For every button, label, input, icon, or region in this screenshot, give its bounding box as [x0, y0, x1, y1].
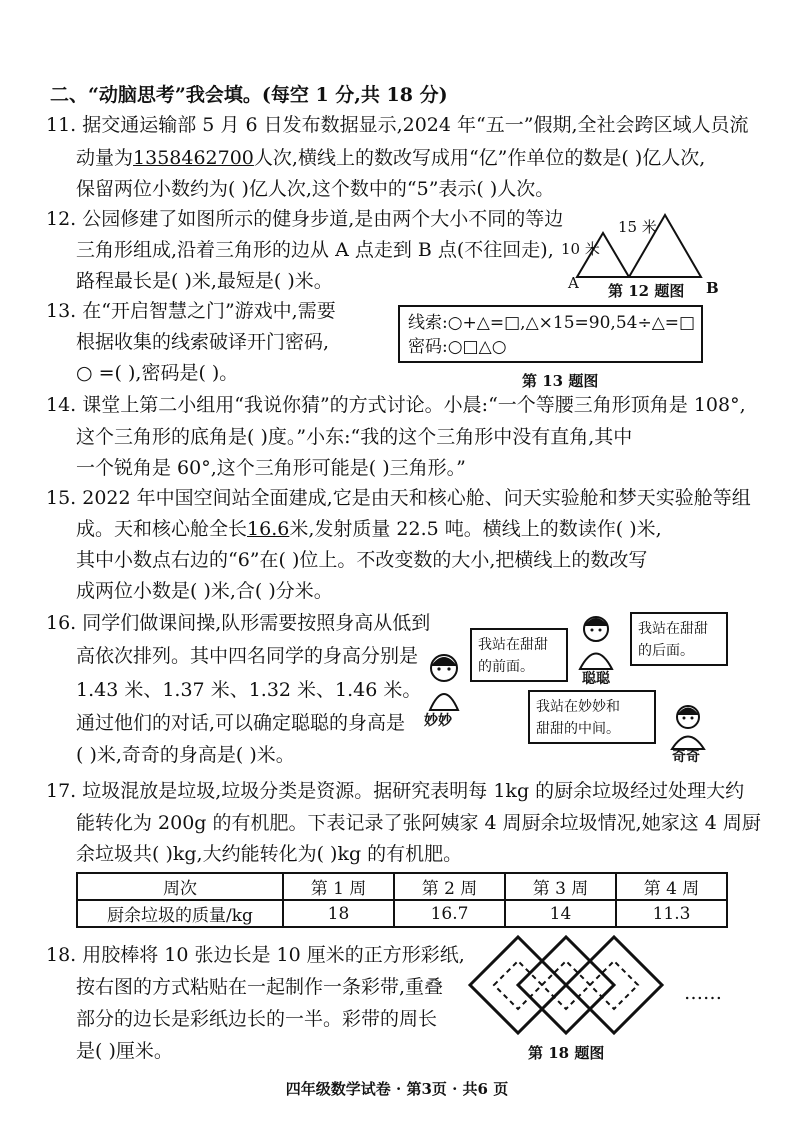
bubble3-line2: 甜甜的中间。	[536, 721, 620, 737]
congcong-figure	[574, 612, 618, 670]
name-miaomiao: 妙妙	[424, 713, 452, 729]
header-cell: 第 2 周	[394, 873, 505, 900]
q12-label-a: A	[568, 274, 579, 292]
q11-line1: 11. 据交通运输部 5 月 6 日发布数据显示,2024 年“五一”假期,全社会跨区域人员流	[46, 114, 749, 136]
q16-line5: ( )米,奇奇的身高是( )米。	[76, 744, 295, 766]
q17-line1: 17. 垃圾混放是垃圾,垃圾分类是资源。据研究表明每 1kg 的厨余垃圾经过处理大约	[46, 780, 745, 802]
qiqi-figure	[666, 702, 710, 750]
q11-line2	[76, 145, 705, 171]
q11-line2-prefix: 动量为	[76, 147, 134, 169]
bubble1-line2: 的前面。	[478, 659, 534, 675]
q13-line2: 根据收集的线索破译开门密码,	[76, 331, 330, 353]
header-cell: 周次	[77, 873, 283, 900]
q14-line1: 14. 课堂上第二小组用“我说你猜”的方式讨论。小晨:“一个等腰三角形顶角是 108°,	[46, 394, 746, 416]
speech-bubble-miaomiao	[470, 628, 568, 682]
q11-line2-suffix: 人次,横线上的数改写成用“亿”作单位的数是( )亿人次,	[253, 147, 706, 169]
value-cell: 16.7	[394, 900, 505, 927]
q13-code: 密码:○□△○	[408, 337, 507, 357]
q15-line2-suffix: 米,发射质量 22.5 吨。横线上的数读作( )米,	[289, 518, 662, 540]
miaomiao-figure	[420, 650, 468, 712]
q18-ribbon-figure	[464, 930, 684, 1040]
bubble1-line1: 我站在甜甜	[478, 637, 548, 653]
q14-line3: 一个锐角是 60°,这个三角形可能是( )三角形。”	[76, 457, 466, 479]
header-cell: 第 1 周	[283, 873, 394, 900]
header-cell: 第 4 周	[616, 873, 727, 900]
speech-bubble-congcong	[630, 612, 728, 666]
q13-clue-box	[398, 305, 703, 363]
q18-ellipsis: ……	[684, 982, 722, 1004]
q16-line1: 16. 同学们做课间操,队形需要按照身高从低到	[46, 612, 431, 634]
trash-table-data-row	[77, 900, 727, 927]
q16-line4: 通过他们的对话,可以确定聪聪的身高是	[76, 712, 406, 734]
q15-line3: 其中小数点右边的“6”在( )位上。不改变数的大小,把横线上的数改写	[76, 549, 648, 571]
q15-line2-prefix: 成。天和核心舱全长	[76, 518, 248, 540]
trash-table	[76, 872, 728, 928]
q12-line1: 12. 公园修建了如图所示的健身步道,是由两个大小不同的等边	[46, 208, 564, 230]
q17-line3: 余垃圾共( )kg,大约能转化为( )kg 的有机肥。	[76, 843, 463, 865]
q12-label-10m: 10 米	[561, 240, 600, 258]
q15-number: 16.6	[247, 518, 290, 540]
name-congcong: 聪聪	[582, 671, 610, 687]
q12-line2: 三角形组成,沿着三角形的边从 A 点走到 B 点(不往回走),	[76, 239, 554, 261]
q15-line2	[76, 516, 662, 542]
q14-line2: 这个三角形的底角是( )度。”小东:“我的这个三角形中没有直角,其中	[76, 426, 633, 448]
q11-line3: 保留两位小数约为( )亿人次,这个数中的“5”表示( )人次。	[76, 178, 555, 200]
name-qiqi: 奇奇	[672, 749, 700, 765]
value-cell: 11.3	[616, 900, 727, 927]
q18-line1: 18. 用胶棒将 10 张边长是 10 厘米的正方形彩纸,	[46, 944, 465, 966]
q12-label-15m: 15 米	[618, 218, 657, 236]
page-footer: 四年级数学试卷 · 第3页 · 共6 页	[285, 1080, 509, 1098]
q12-label-b: B	[706, 279, 719, 297]
bubble2-line1: 我站在甜甜	[638, 621, 708, 637]
q13-clue: 线索:○+△=□,△×15=90,54÷△=□	[408, 313, 696, 333]
q12-line3: 路程最长是( )米,最短是( )米。	[76, 270, 333, 292]
section-header: 二、“动脑思考”我会填。(每空 1 分,共 18 分)	[50, 84, 448, 106]
q15-line1: 15. 2022 年中国空间站全面建成,它是由天和核心舱、问天实验舱和梦天实验舱等组	[46, 487, 751, 509]
value-cell: 18	[283, 900, 394, 927]
bubble2-line2: 的后面。	[638, 643, 694, 659]
q18-line4: 是( )厘米。	[76, 1040, 173, 1062]
bubble3-line1: 我站在妙妙和	[536, 699, 620, 715]
q12-caption: 第 12 题图	[608, 282, 685, 300]
q13-caption: 第 13 题图	[522, 372, 599, 390]
q11-number: 1358462700	[133, 147, 254, 169]
q16-line3: 1.43 米、1.37 米、1.32 米、1.46 米。	[76, 679, 422, 701]
speech-bubble-qiqi	[528, 690, 656, 744]
q17-line2: 能转化为 200g 的有机肥。下表记录了张阿姨家 4 周厨余垃圾情况,她家这 4 周厨	[76, 812, 761, 834]
row-label-cell: 厨余垃圾的质量/kg	[77, 900, 283, 927]
q15-line4: 成两位小数是( )米,合( )分米。	[76, 580, 333, 602]
q13-line1: 13. 在“开启智慧之门”游戏中,需要	[46, 300, 336, 322]
q13-line3: ○ =( ),密码是( )。	[76, 362, 239, 384]
q16-line2: 高依次排列。其中四名同学的身高分别是	[76, 645, 419, 667]
trash-table-header-row	[77, 873, 727, 900]
q18-caption: 第 18 题图	[528, 1044, 605, 1062]
q18-line3: 部分的边长是彩纸边长的一半。彩带的周长	[76, 1008, 438, 1030]
q18-line2: 按右图的方式粘贴在一起制作一条彩带,重叠	[76, 976, 444, 998]
value-cell: 14	[505, 900, 616, 927]
header-cell: 第 3 周	[505, 873, 616, 900]
